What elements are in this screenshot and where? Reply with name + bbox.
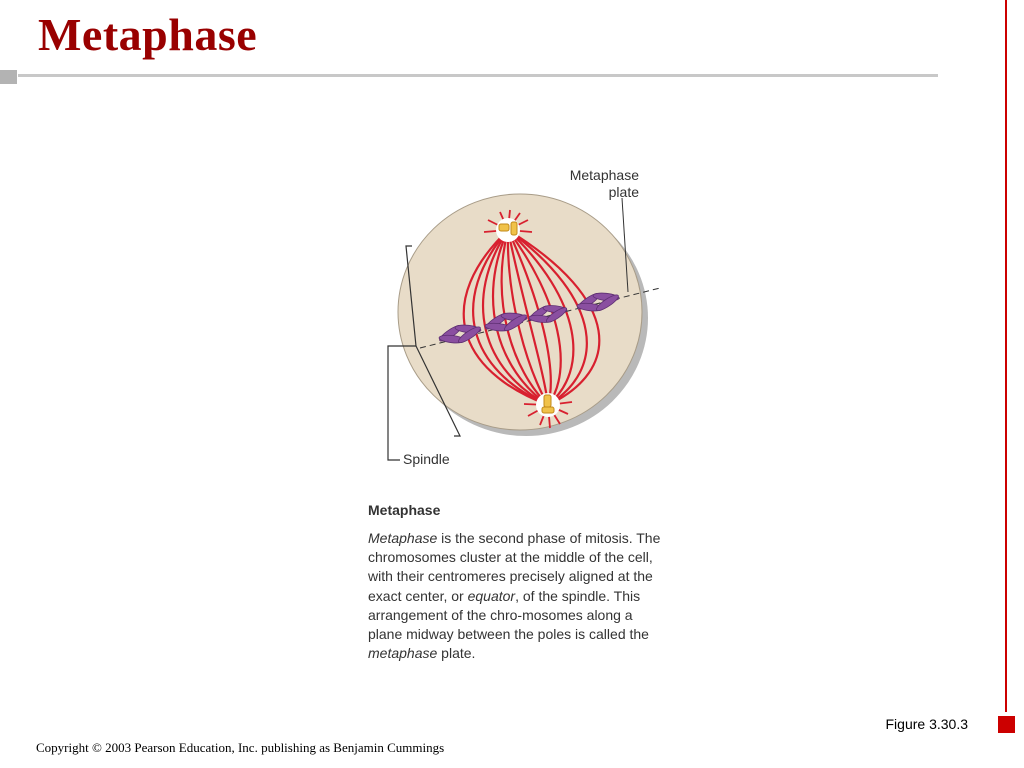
right-border-line (1005, 0, 1007, 712)
decorative-square-left (0, 70, 17, 84)
copyright-notice: Copyright © 2003 Pearson Education, Inc. publishing as Benjamin Cummings (36, 740, 445, 755)
decorative-square-right (998, 716, 1015, 733)
caption-heading: Metaphase (368, 502, 441, 518)
cell-body (398, 194, 642, 430)
spindle-label: Spindle (403, 451, 450, 467)
metaphase-plate-label (519, 167, 639, 201)
slide-title: Metaphase (38, 9, 258, 60)
caption-body (368, 529, 668, 663)
caption-segment: Metaphase (368, 530, 438, 546)
caption-segment: is the second phase of mitosis. The chromosomes cluster at the middle of the cell, with their centromeres precisely aligned at the exact center, or (368, 530, 661, 604)
metaphase-diagram (360, 150, 680, 480)
metaphase-plate-label-line1: Metaphase (569, 167, 639, 183)
caption-segment: metaphase (368, 645, 438, 662)
centriole-icon (511, 222, 517, 235)
figure-number: Figure 3.30.3 (885, 716, 968, 732)
centriole-icon (499, 224, 509, 231)
metaphase-plate-label-line2: plate (608, 184, 639, 200)
centriole-icon (544, 395, 551, 407)
figure-caption (368, 502, 668, 663)
caption-segment: , of the spindle. This arrangement of the chro-mosomes along a plane midway between the poles is called the (368, 587, 649, 643)
caption-segment: equator (467, 587, 516, 604)
centriole-icon (542, 407, 554, 413)
caption-segment: plate. (437, 645, 476, 662)
title-divider (18, 74, 938, 77)
